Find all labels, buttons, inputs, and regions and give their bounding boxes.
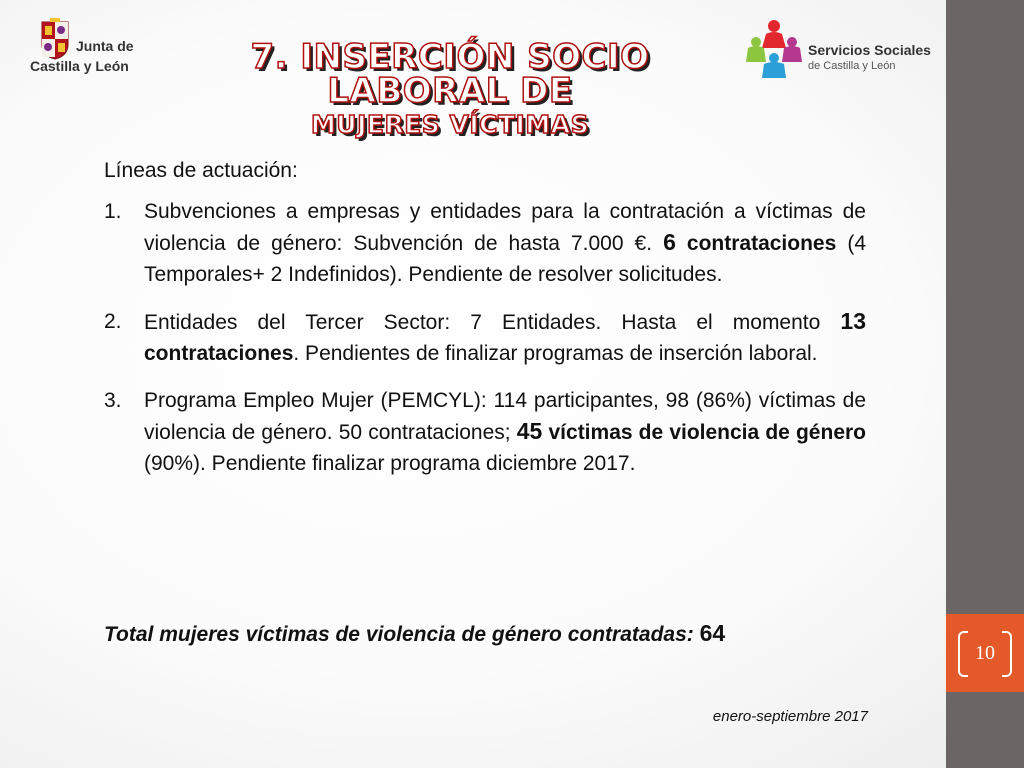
logo-line-1: Junta de xyxy=(76,38,134,54)
bracket-right-icon xyxy=(1002,631,1012,677)
title-line-2: MUJERES VÍCTIMAS xyxy=(310,110,590,139)
item-number: 2. xyxy=(104,310,122,333)
item-text: (4 Temporales+ 2 Indefinidos). Pendiente de resolver solicitudes. xyxy=(144,232,866,286)
total-value: 64 xyxy=(699,620,726,646)
total-summary xyxy=(104,620,904,647)
item-highlight-text: víctimas de violencia de género xyxy=(542,421,866,444)
logo-line-2: Castilla y León xyxy=(30,58,129,74)
total-label: Total mujeres víctimas de violencia de género contratadas: xyxy=(104,623,700,646)
logo-line-1: Servicios Sociales xyxy=(808,42,931,58)
item-text: . Pendientes de finalizar programas de inserción laboral. xyxy=(293,342,818,365)
junta-castilla-leon-logo xyxy=(30,18,150,84)
list-item xyxy=(104,385,866,479)
item-text: (90%). Pendiente finalizar programa diciembre 2017. xyxy=(144,452,636,475)
puzzle-people-icon xyxy=(744,18,806,80)
list-item xyxy=(104,306,866,369)
item-highlight-text: contrataciones xyxy=(144,342,294,365)
item-highlight-number: 45 xyxy=(516,418,543,444)
item-number: 3. xyxy=(104,389,122,412)
title-line-1: 7. INSERCIÓN SOCIO LABORAL DE xyxy=(250,37,650,111)
slide-title xyxy=(200,37,700,142)
servicios-sociales-logo xyxy=(744,18,934,82)
list-item xyxy=(104,196,866,290)
castle-lion-shield-icon xyxy=(40,18,70,60)
footer-date: enero-septiembre 2017 xyxy=(712,708,868,725)
item-highlight-number: 13 xyxy=(840,308,866,334)
item-text: Entidades del Tercer Sector: 7 Entidades. Hasta el momento xyxy=(144,311,841,334)
item-text: Subvenciones a empresas y entidades para la contratación a víctimas de violencia de género: Subvención de hasta 7.000 €. xyxy=(144,200,866,255)
item-highlight-number: 6 xyxy=(663,229,676,255)
page-number-box xyxy=(946,614,1024,692)
action-list xyxy=(104,196,866,479)
item-highlight-text: contrataciones xyxy=(675,232,837,255)
item-number: 1. xyxy=(104,200,122,223)
item-text: Programa Empleo Mujer (PEMCYL): 114 participantes, 98 (86%) víctimas de violencia de género. 50 contrataciones; xyxy=(144,389,866,444)
page-number: 10 xyxy=(975,642,995,664)
lead-text: Líneas de actuación: xyxy=(104,159,298,182)
slide-body xyxy=(104,156,866,495)
logo-line-2: de Castilla y León xyxy=(808,60,896,72)
